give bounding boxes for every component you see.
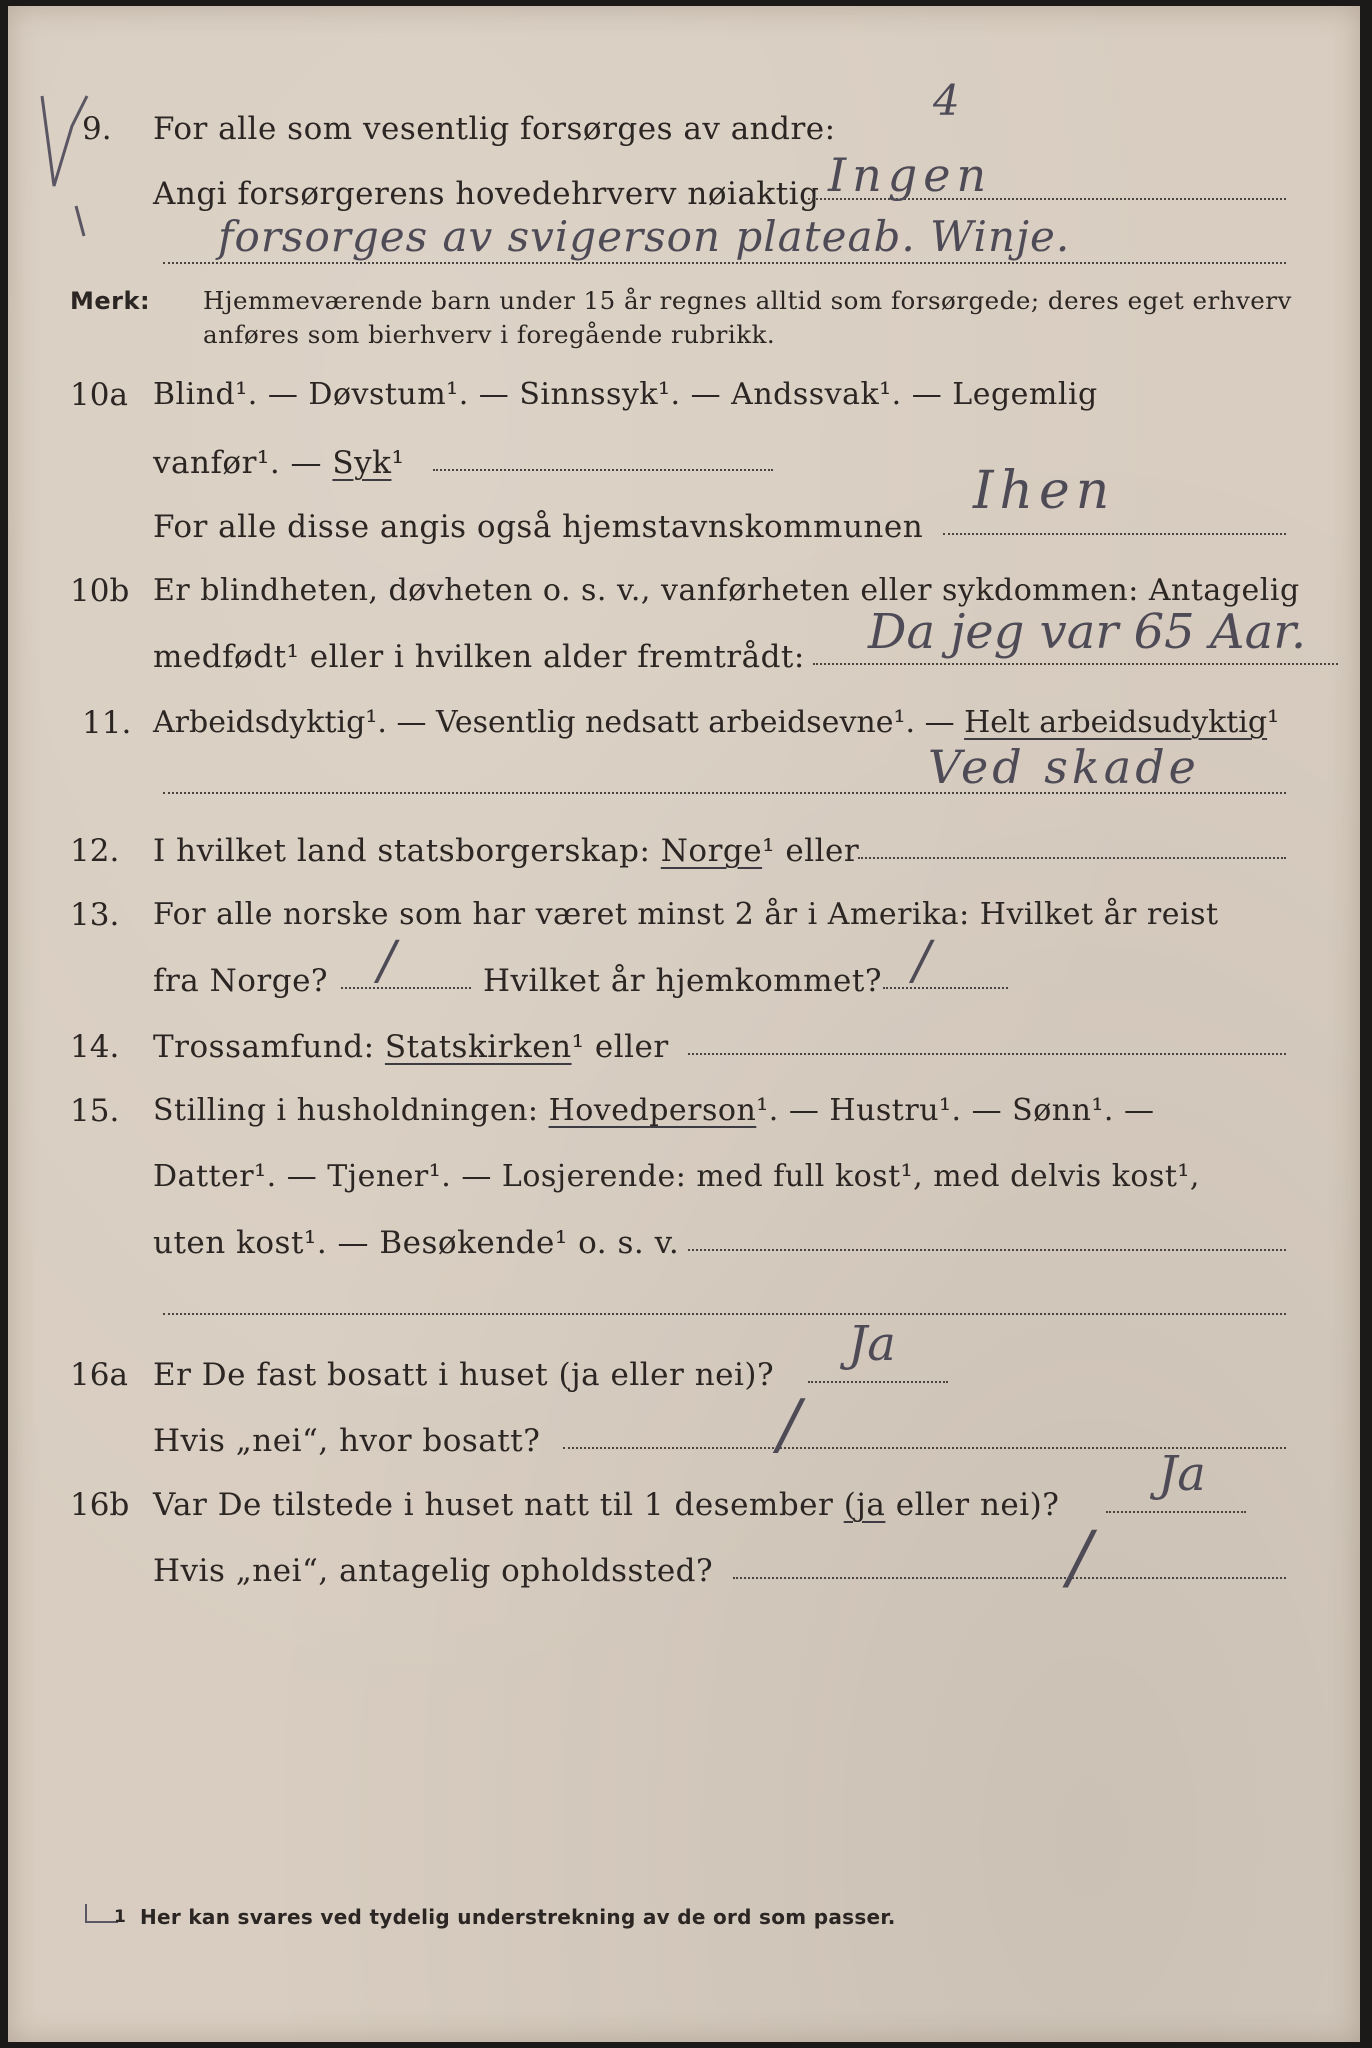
question-13-departure-answer-line [341, 987, 471, 989]
note-text-line-1: Hjemmeværende barn under 15 år regnes alltid som forsørgede; deres eget erhverv [203, 286, 1292, 315]
question-9-answer-2: forsorges av svigerson plateab. Winje. [218, 212, 1071, 261]
question-16a-residence-label: Hvis „nei“, hvor bosatt? [153, 1423, 541, 1459]
question-13-departure-answer: / [378, 931, 396, 991]
question-12-text: I hvilket land statsborgerskap: Norge¹ eller [153, 833, 860, 869]
question-11-text: Arbeidsdyktig¹. — Vesentlig nedsatt arbeidsevne¹. — Helt arbeidsudyktig¹ [153, 705, 1280, 740]
underlined-norge: Norge [660, 833, 763, 869]
question-16b-whereabouts-answer-line [733, 1577, 1286, 1579]
question-11-number: 11. [82, 705, 132, 741]
question-9-pencil-mark: 4 [933, 76, 960, 125]
underlined-helt-arbeidsudyktig: Helt arbeidsudyktig [964, 705, 1268, 740]
question-15-answer-line [688, 1249, 1286, 1251]
question-10b-answer: Da jeg var 65 Aar. [868, 604, 1307, 660]
underlined-hovedperson: Hovedperson [548, 1093, 757, 1128]
question-15-text-line-2: Datter¹. — Tjener¹. — Losjerende: med full kost¹, med delvis kost¹, [153, 1159, 1200, 1194]
question-13-return-answer-line [883, 987, 1008, 989]
question-9-text: For alle som vesentlig forsørges av andre: [153, 111, 836, 147]
home-municipality-label: For alle disse angis også hjemstavnskommunen [153, 509, 924, 545]
note-label: Merk: [70, 287, 151, 315]
question-10a-text-line-2: vanfør¹. — Syk¹ [153, 445, 405, 481]
question-9-main-occupation-label: Angi forsørgerens hovedehrverv nøiaktig [153, 176, 820, 212]
question-13-return-label: Hvilket år hjemkommet? [483, 963, 882, 999]
home-municipality-answer: Ihen [973, 461, 1116, 521]
question-16b-whereabouts-label: Hvis „nei“, antagelig opholdssted? [153, 1553, 714, 1589]
question-16b-text: Var De tilstede i huset natt til 1 desember (ja eller nei)? [153, 1487, 1060, 1523]
note-text-line-2: anføres som bierhverv i foregående rubrikk. [203, 320, 776, 349]
question-9-number: 9. [82, 111, 112, 147]
question-15-text-line-3: uten kost¹. — Besøkende¹ o. s. v. [153, 1225, 680, 1261]
question-13-departure-label: fra Norge? [153, 963, 329, 999]
question-12-answer-line [858, 857, 1286, 859]
question-10a-answer-line [433, 469, 773, 471]
question-16b-number: 16b [70, 1487, 130, 1523]
question-16b-answer-line [1106, 1511, 1246, 1513]
question-16a-residence-answer: / [778, 1386, 801, 1463]
census-form-page [8, 6, 1360, 2042]
question-15-answer-line-2 [163, 1313, 1286, 1315]
question-15-number: 15. [70, 1093, 120, 1129]
question-16a-answer: Ja [848, 1316, 896, 1372]
question-13-number: 13. [70, 897, 120, 933]
footnote-text: Her kan svares ved tydelig understrekning av de ord som passer. [140, 1905, 896, 1929]
question-10b-answer-line [813, 663, 1338, 665]
question-10b-text-line-2: medfødt¹ eller i hvilken alder fremtrådt: [153, 639, 805, 675]
question-11-answer: Ved skade [928, 740, 1200, 794]
question-13-return-answer: / [913, 931, 931, 991]
question-14-answer-line [688, 1053, 1286, 1055]
question-9-answer-line-2 [163, 262, 1286, 264]
question-14-number: 14. [70, 1029, 120, 1065]
question-16a-answer-line [808, 1381, 948, 1383]
question-10b-number: 10b [70, 573, 130, 609]
question-10a-text: Blind¹. — Døvstum¹. — Sinnssyk¹. — Andssvak¹. — Legemlig [153, 377, 1098, 412]
question-16a-text: Er De fast bosatt i huset (ja eller nei)? [153, 1357, 775, 1393]
question-13-text: For alle norske som har været minst 2 år i Amerika: Hvilket år reist [153, 897, 1219, 932]
question-9-answer: Ingen [828, 148, 993, 202]
question-16b-answer: Ja [1158, 1446, 1206, 1502]
question-16b-whereabouts-answer: / [1068, 1516, 1092, 1598]
question-16a-number: 16a [70, 1357, 128, 1393]
footnote-number: 1 [114, 1907, 127, 1927]
underlined-ja: (ja [843, 1487, 886, 1523]
question-15-text: Stilling i husholdningen: Hovedperson¹. — Hustru¹. — Sønn¹. — [153, 1093, 1155, 1128]
underlined-syk: Syk [332, 445, 392, 481]
home-municipality-answer-line [943, 533, 1286, 535]
question-10b-text: Er blindheten, døvheten o. s. v., vanførheten eller sykdommen: Antagelig [153, 573, 1300, 608]
underlined-statskirken: Statskirken [384, 1029, 572, 1065]
question-14-text: Trossamfund: Statskirken¹ eller [153, 1029, 669, 1065]
question-12-number: 12. [70, 833, 120, 869]
question-10a-number: 10a [70, 377, 128, 413]
